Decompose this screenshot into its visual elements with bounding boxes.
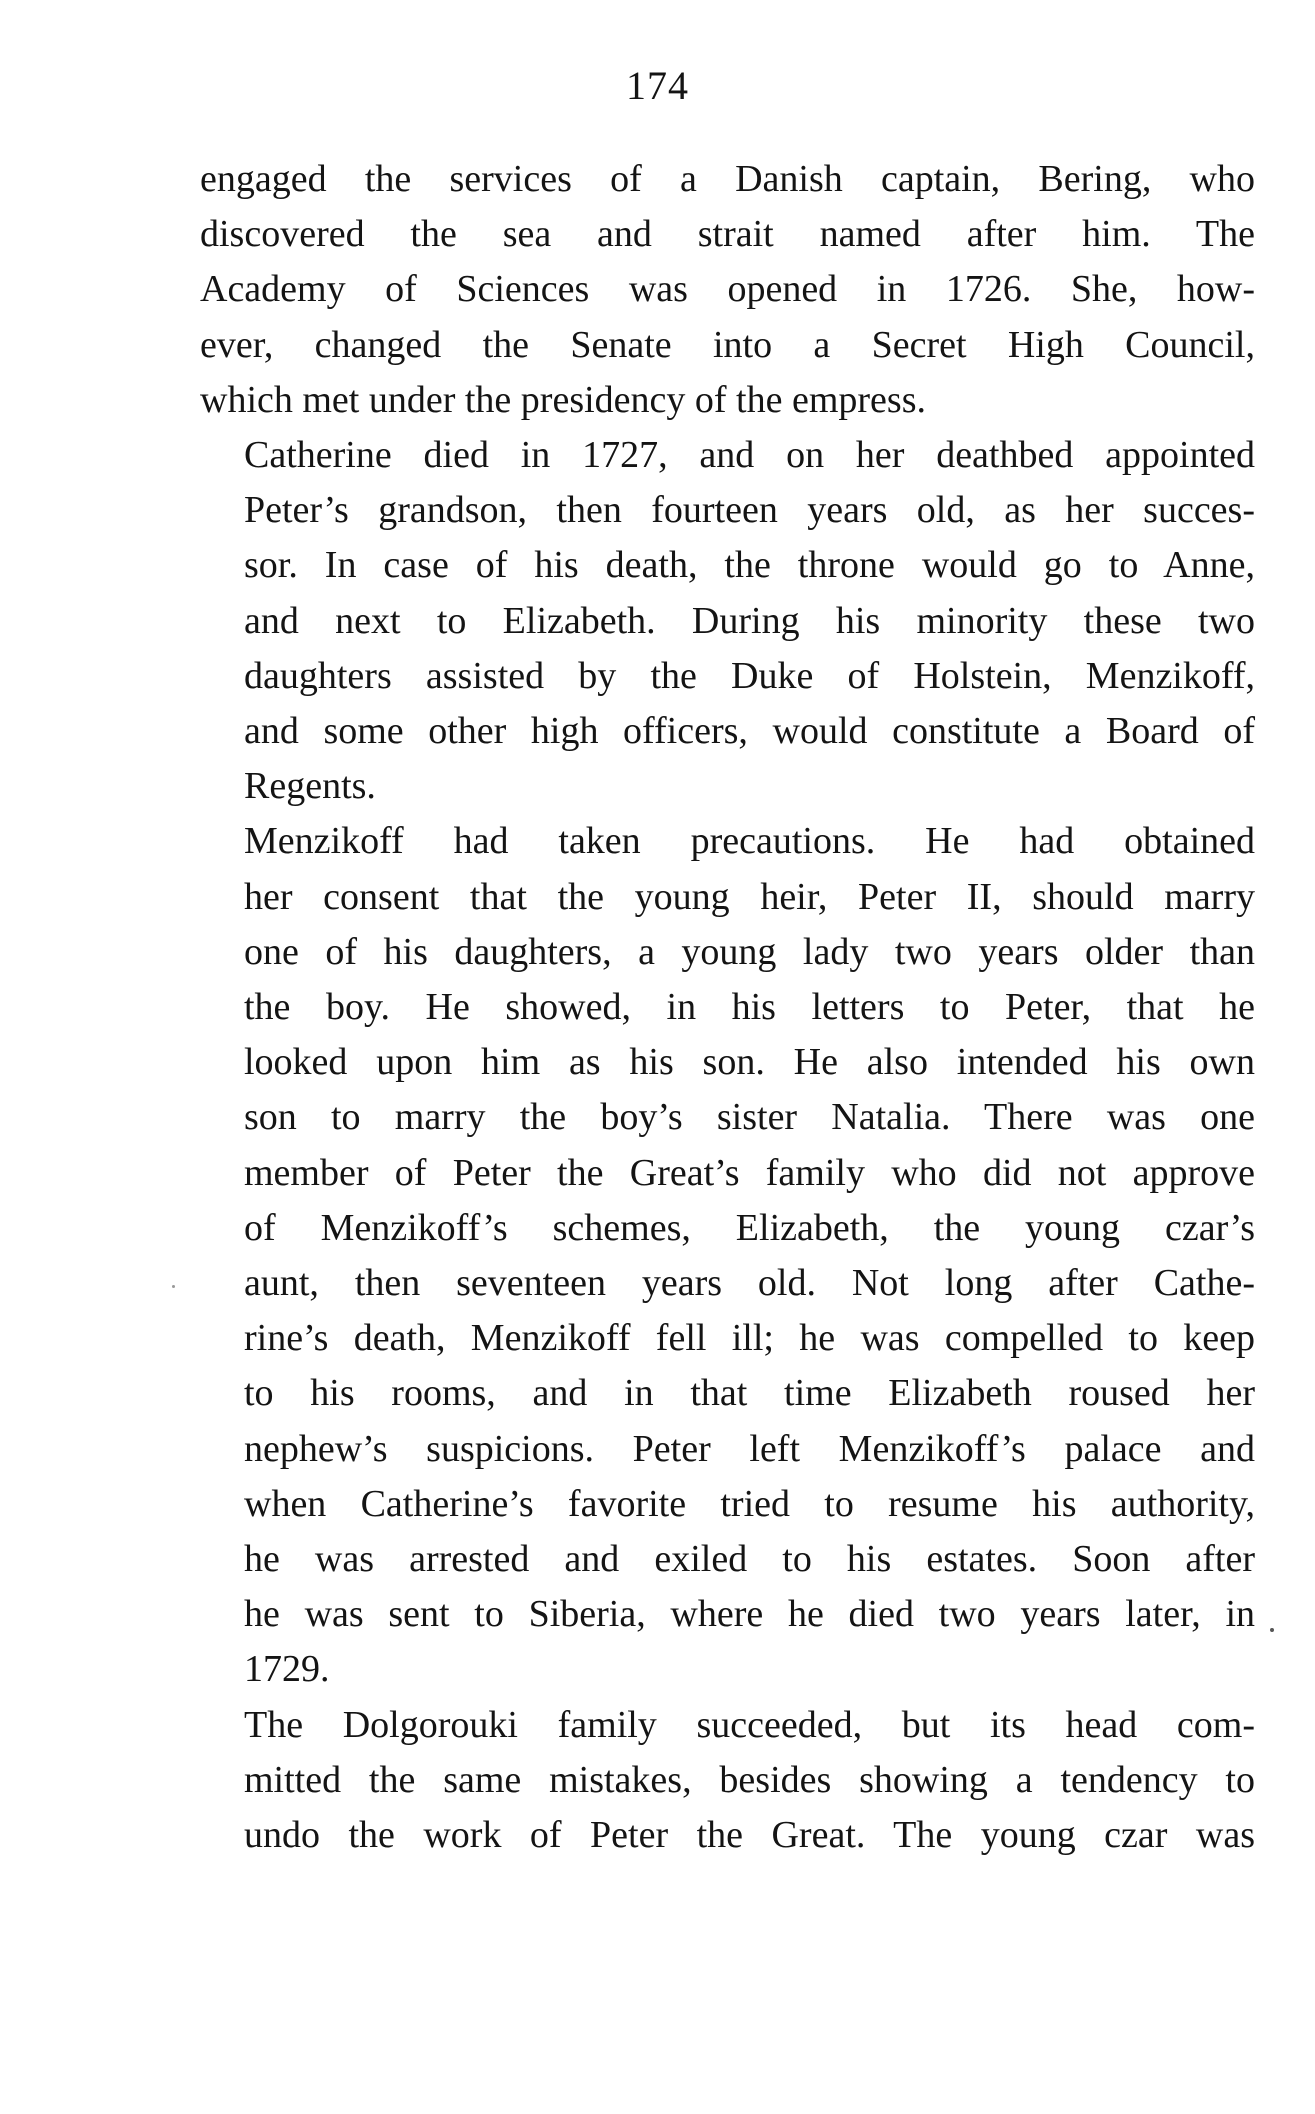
- text-line: he was arrested and exiled to his estates. Soon after: [244, 1538, 1255, 1581]
- text-line: mitted the same mistakes, besides showing a tendency to: [244, 1758, 1255, 1801]
- text-line: Regents.: [244, 765, 376, 808]
- text-line: rine’s death, Menzikoff fell ill; he was compelled to keep: [244, 1317, 1255, 1360]
- page-number: 174: [626, 63, 689, 108]
- text-line: one of his daughters, a young lady two years older than: [244, 930, 1255, 973]
- paragraph: [200, 814, 1255, 1697]
- text-line: Academy of Sciences was opened in 1726. She, how-: [200, 268, 1255, 311]
- page-body-text: [200, 152, 1255, 1863]
- text-line: member of Peter the Great’s family who did not approve: [244, 1151, 1255, 1194]
- margin-speck: [172, 1285, 175, 1288]
- text-line: discovered the sea and strait named after him. The: [200, 213, 1255, 256]
- text-line: of Menzikoff’s schemes, Elizabeth, the young czar’s: [244, 1206, 1255, 1249]
- text-line: engaged the services of a Danish captain, Bering, who: [200, 158, 1255, 200]
- text-line: Menzikoff had taken precautions. He had obtained: [244, 820, 1255, 863]
- text-line: undo the work of Peter the Great. The young czar was: [244, 1814, 1255, 1857]
- text-line: the boy. He showed, in his letters to Peter, that he: [244, 986, 1255, 1029]
- text-line: The Dolgorouki family succeeded, but its head com-: [244, 1703, 1255, 1746]
- text-line: when Catherine’s favorite tried to resume his authority,: [244, 1482, 1255, 1525]
- text-line: her consent that the young heir, Peter II, should marry: [244, 875, 1255, 918]
- text-line: son to marry the boy’s sister Natalia. There was one: [244, 1096, 1255, 1139]
- text-line: to his rooms, and in that time Elizabeth roused her: [244, 1372, 1255, 1415]
- text-line: aunt, then seventeen years old. Not long after Cathe-: [244, 1262, 1255, 1305]
- text-line: and next to Elizabeth. During his minority these two: [244, 599, 1255, 642]
- text-line: which met under the presidency of the empress.: [200, 378, 926, 421]
- text-line: looked upon him as his son. He also intended his own: [244, 1041, 1255, 1084]
- text-line: Catherine died in 1727, and on her deathbed appointed: [244, 434, 1255, 477]
- text-line: and some other high officers, would constitute a Board of: [244, 710, 1255, 753]
- paragraph: [200, 428, 1255, 814]
- text-line: sor. In case of his death, the throne would go to Anne,: [244, 544, 1255, 587]
- text-line: ever, changed the Senate into a Secret High Council,: [200, 323, 1255, 366]
- text-line: nephew’s suspicions. Peter left Menzikoff’s palace and: [244, 1427, 1255, 1470]
- margin-speck: [1270, 1628, 1274, 1632]
- paragraph: [200, 1698, 1255, 1864]
- text-line: Peter’s grandson, then fourteen years old, as her succes-: [244, 489, 1255, 532]
- text-line: he was sent to Siberia, where he died two years later, in: [244, 1593, 1255, 1636]
- text-line: 1729.: [244, 1648, 330, 1691]
- paragraph: [200, 152, 1255, 428]
- text-line: daughters assisted by the Duke of Holstein, Menzikoff,: [244, 654, 1255, 697]
